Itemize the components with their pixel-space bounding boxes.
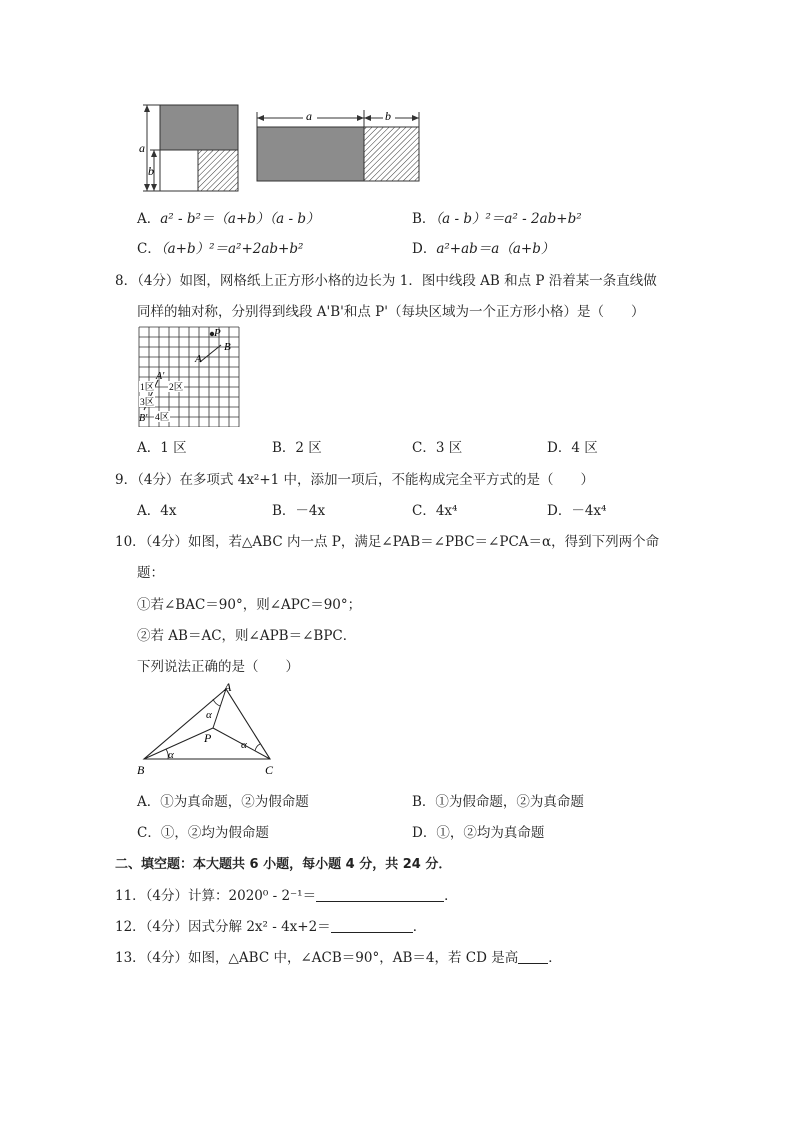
q7-option-b-letter: B． xyxy=(412,211,436,227)
q8-stem-line1 xyxy=(115,269,657,289)
alpha-C: α xyxy=(241,739,247,751)
q12-text: 因式分解 2x² - 4x+2＝ xyxy=(188,919,331,935)
q7-option-a-letter: A． xyxy=(137,211,161,227)
q9-text: 在多项式 4x²+1 中，添加一项后，不能构成完全平方式的是（ ） xyxy=(179,472,595,488)
label-b-top: b xyxy=(385,109,391,123)
q8-option-b[interactable]: B．2 区 xyxy=(272,440,322,456)
q12-end: ． xyxy=(412,919,427,935)
q10-stem-line2: 题： xyxy=(137,565,164,581)
q7-option-b[interactable] xyxy=(412,207,582,227)
q7-option-c-text: （a+b）²＝a²+2ab+b² xyxy=(160,241,304,257)
q9-number: 9．（4分） xyxy=(115,472,180,488)
q10-option-c[interactable]: C．①，②均为假命题 xyxy=(137,825,269,841)
tri-label-A: A xyxy=(224,680,232,694)
q8-option-d[interactable]: D．4 区 xyxy=(547,440,598,456)
q10-option-b[interactable]: B．①为假命题，②为真命题 xyxy=(412,794,584,810)
q8-option-c[interactable]: C．3 区 xyxy=(412,440,463,456)
alpha-A: α xyxy=(206,709,212,721)
q11-end: ． xyxy=(444,888,458,904)
tri-label-C: C xyxy=(265,763,274,777)
grid-label-B: B xyxy=(224,341,231,353)
q11 xyxy=(115,884,458,904)
label-b-left: b xyxy=(148,164,154,178)
q13-text: 如图，△ABC 中，∠ACB＝90°，AB＝4，若 CD 是高 xyxy=(188,950,519,966)
gray-region xyxy=(160,105,238,150)
tri-label-B: B xyxy=(137,763,145,777)
q13-end: ． xyxy=(548,950,562,966)
segment-AB xyxy=(200,345,221,362)
grid-label-A1: A' xyxy=(156,371,165,382)
q9-option-b[interactable]: B．－4x xyxy=(272,503,326,519)
q7-option-d[interactable] xyxy=(412,237,554,257)
q13-number: 13．（4分） xyxy=(115,950,189,966)
label-a-top: a xyxy=(306,109,312,123)
q12-answer-blank[interactable] xyxy=(331,919,413,933)
grid-label-A: A xyxy=(195,353,202,365)
q10-proposition-1: ①若∠BAC＝90°，则∠APC＝90°； xyxy=(137,597,362,613)
q10-number: 10．（4分） xyxy=(115,534,189,550)
q7-option-c-letter: C． xyxy=(137,241,161,257)
q11-text: 计算：2020⁰ - 2⁻¹＝ xyxy=(188,888,317,904)
q8-grid-figure xyxy=(137,325,241,427)
gray-rectangle xyxy=(257,127,364,181)
grid-region-1: 1区 xyxy=(140,383,155,393)
q10-line1: 如图，若△ABC 内一点 P，满足∠PAB＝∠PBC＝∠PCA＝α，得到下列两个命 xyxy=(188,534,660,550)
q10-proposition-2: ②若 AB＝AC，则∠APB＝∠BPC． xyxy=(137,628,357,644)
q13-answer-blank[interactable] xyxy=(518,950,548,964)
q11-answer-blank[interactable] xyxy=(316,888,444,902)
q8-number: 8．（4分） xyxy=(115,273,180,289)
tri-label-P: P xyxy=(204,731,212,745)
grid-label-B1: B' xyxy=(139,413,148,424)
hatched-small-square xyxy=(198,150,238,191)
grid-label-P: P xyxy=(214,327,221,339)
q8-line1: 如图，网格纸上正方形小格的边长为 1．图中线段 AB 和点 P 沿着某一条直线做 xyxy=(179,273,657,289)
q7-option-c[interactable] xyxy=(137,237,303,257)
q8-stem-line2: 同样的轴对称，分别得到线段 A'B'和点 P'（每块区域为一个正方形小格）是（ ） xyxy=(137,304,645,320)
q9-stem xyxy=(115,468,594,488)
q9-option-d[interactable]: D．－4x⁴ xyxy=(547,503,607,519)
q7-option-a-text: a² - b²＝（a+b）（a - b） xyxy=(160,211,320,227)
q8-option-a[interactable]: A．1 区 xyxy=(137,440,187,456)
grid-region-3: 3区 xyxy=(140,398,155,408)
q10-option-d[interactable]: D．①，②均为真命题 xyxy=(412,825,545,841)
q10-triangle-figure xyxy=(134,680,284,780)
grid-region-4: 4区 xyxy=(155,413,170,423)
q10-question: 下列说法正确的是（ ） xyxy=(137,659,299,675)
q12 xyxy=(115,915,426,935)
grid-region-2: 2区 xyxy=(169,383,184,393)
alpha-B: α xyxy=(168,749,174,761)
q7-option-a[interactable] xyxy=(137,207,320,227)
label-a-left: a xyxy=(139,141,145,155)
section-2-heading: 二、填空题：本大题共 6 小题，每小题 4 分，共 24 分． xyxy=(115,857,452,872)
hatched-rectangle xyxy=(364,127,419,181)
q12-number: 12．（4分） xyxy=(115,919,189,935)
q7-option-b-text: （a - b）²＝a² - 2ab+b² xyxy=(435,211,582,227)
q7-figure xyxy=(135,98,435,198)
q10-option-a[interactable]: A．①为真命题，②为假命题 xyxy=(137,794,309,810)
q10-stem-line1 xyxy=(115,530,659,550)
q9-option-c[interactable]: C．4x⁴ xyxy=(412,503,458,519)
q11-number: 11．（4分） xyxy=(115,888,189,904)
q7-option-d-letter: D． xyxy=(412,241,437,257)
q13 xyxy=(115,946,562,966)
segment-PB xyxy=(144,728,213,759)
q9-option-a[interactable]: A．4x xyxy=(137,503,177,519)
q7-option-d-text: a²+ab＝a（a+b） xyxy=(436,241,555,257)
